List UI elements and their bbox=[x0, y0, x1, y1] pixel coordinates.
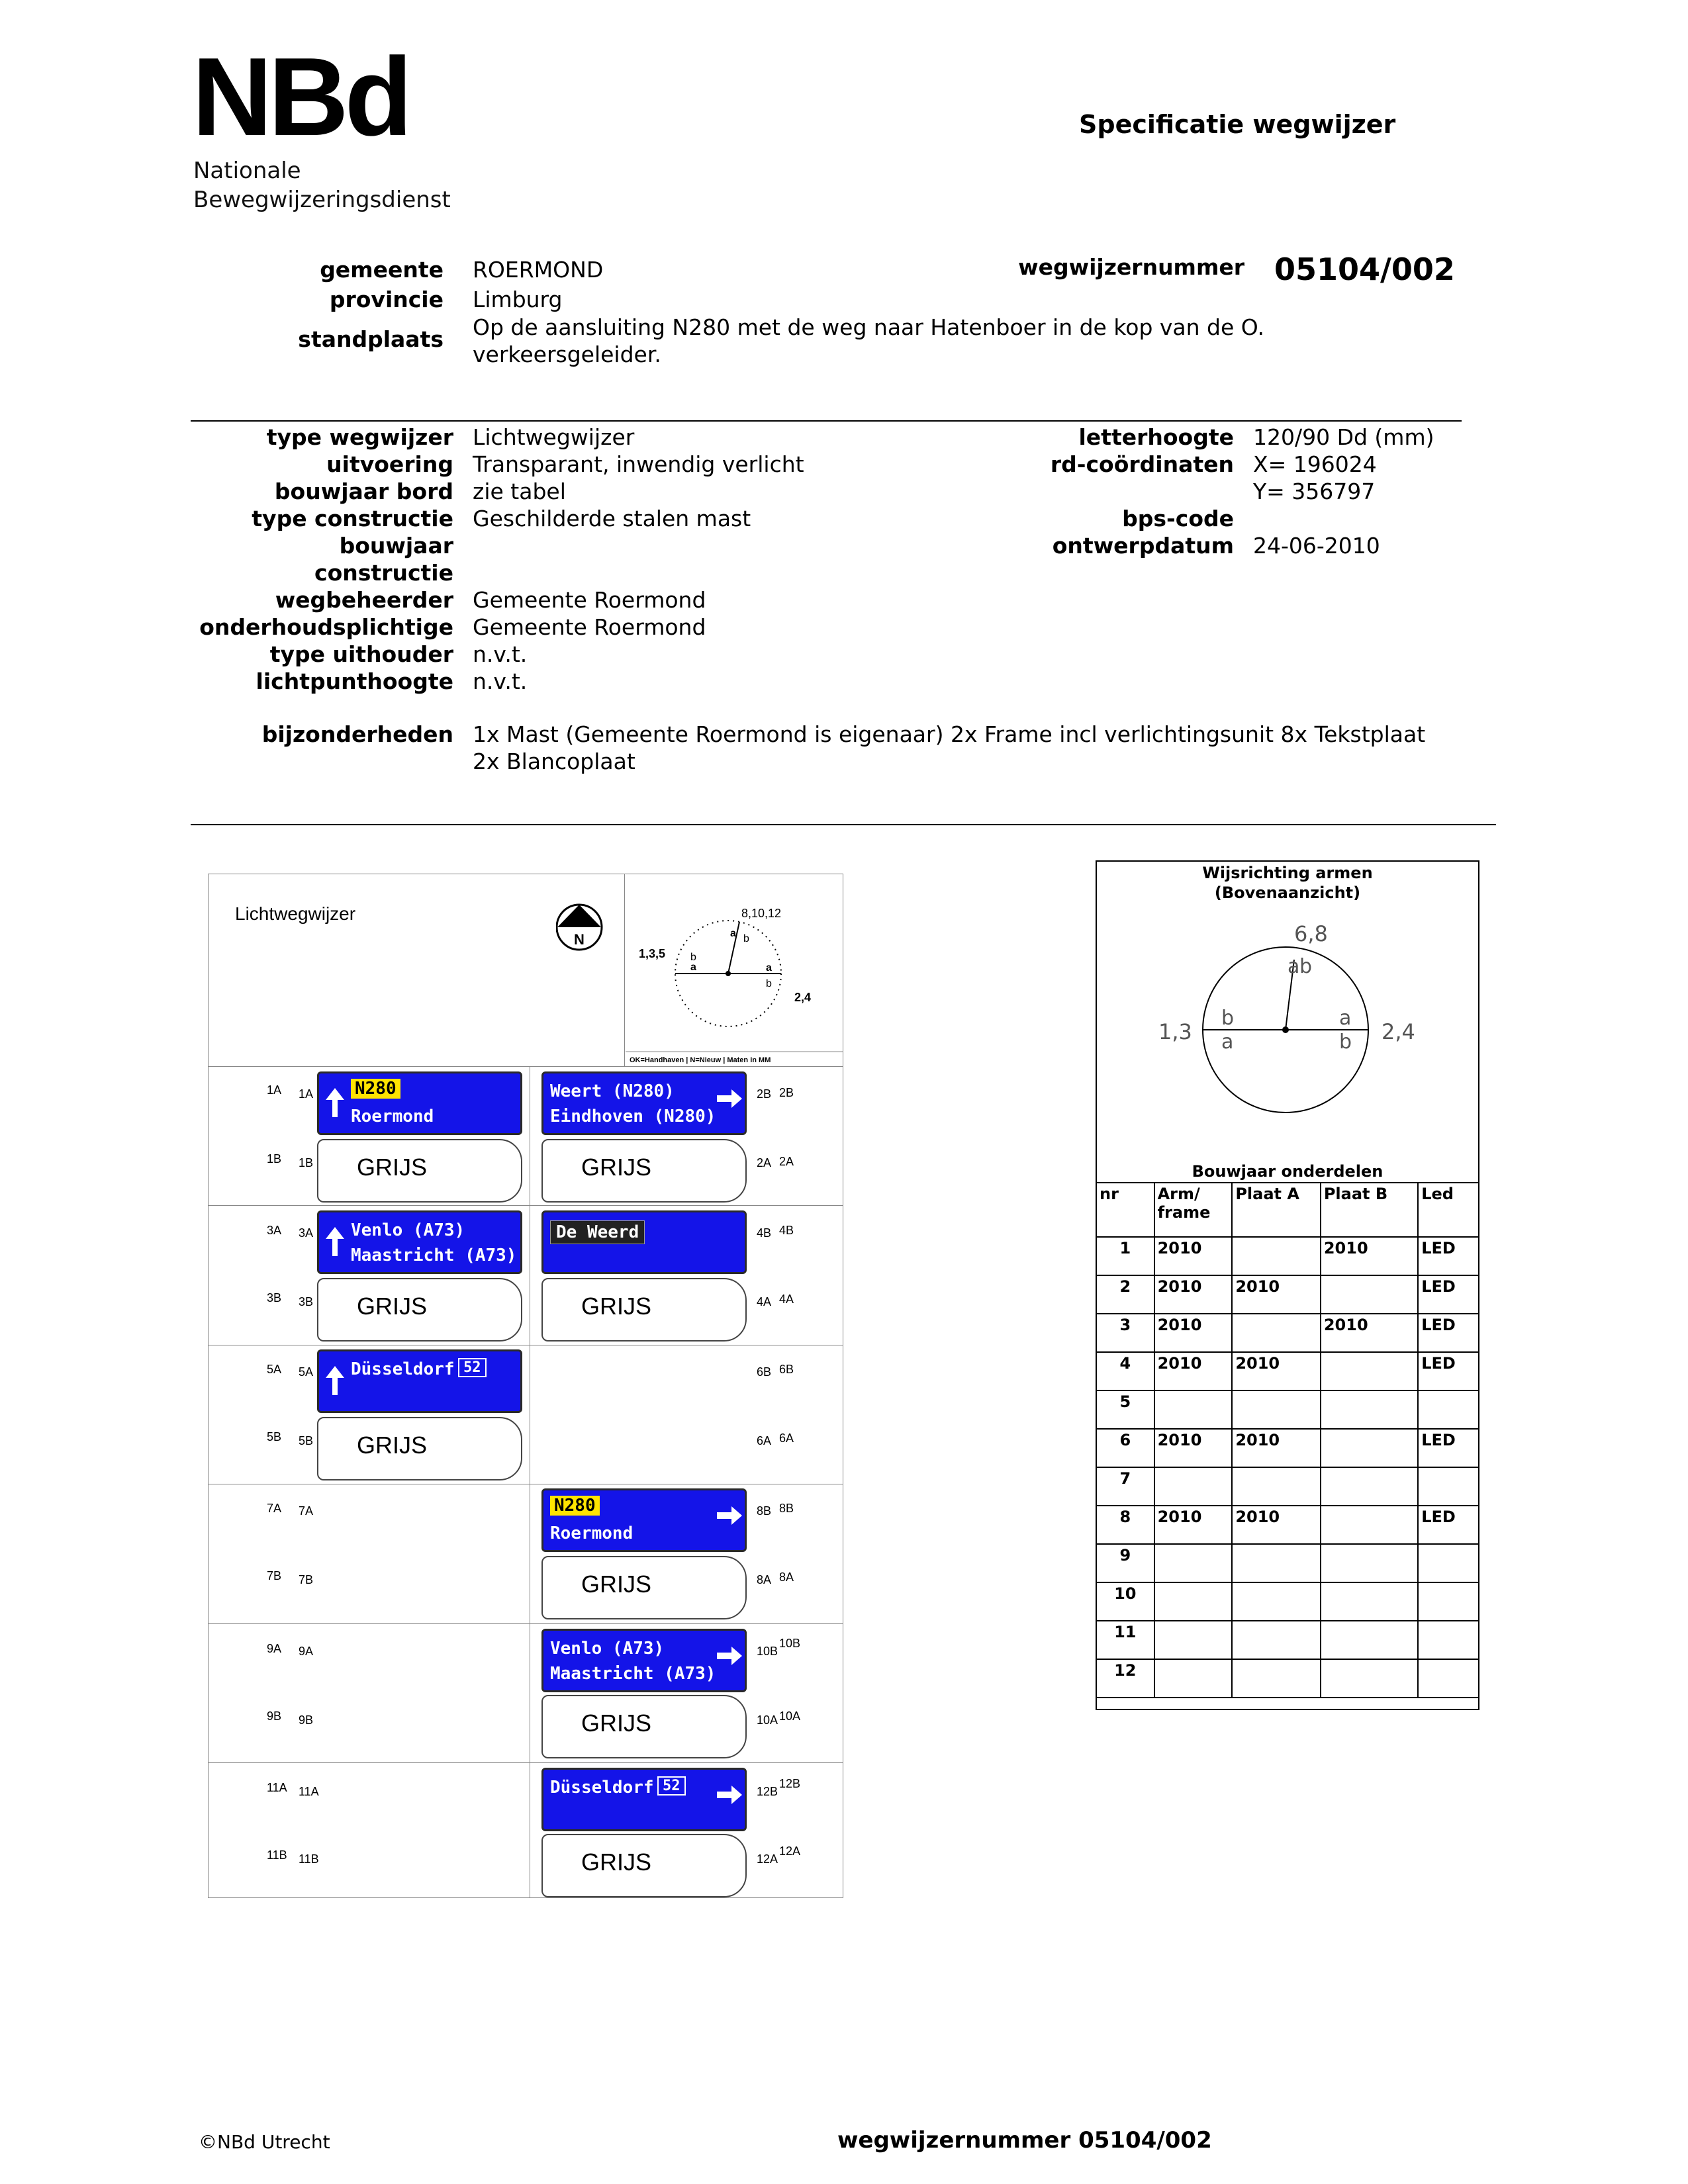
bouwjaar-table bbox=[1096, 1182, 1479, 1698]
table-cell: LED bbox=[1418, 1506, 1479, 1544]
sign-2b bbox=[541, 1071, 747, 1135]
plate-label: 10B bbox=[757, 1645, 778, 1658]
table-cell bbox=[1321, 1544, 1418, 1582]
compass-label: a bbox=[730, 928, 736, 939]
table-cell: 1 bbox=[1096, 1237, 1154, 1275]
compass-label: a bbox=[690, 962, 696, 973]
plate-label: 9B bbox=[267, 1709, 282, 1723]
divider-bottom bbox=[191, 824, 1496, 825]
table-cell bbox=[1154, 1467, 1233, 1506]
table-cell bbox=[1418, 1621, 1479, 1659]
table-cell: 2 bbox=[1096, 1275, 1154, 1314]
spec-value: 24-06-2010 bbox=[1253, 533, 1380, 559]
table-cell: 10 bbox=[1096, 1582, 1154, 1621]
table-cell: 2010 bbox=[1154, 1352, 1233, 1390]
plate-label: 9A bbox=[267, 1642, 282, 1655]
spec-label: wegbeheerder bbox=[275, 587, 453, 613]
plate-label: 8B bbox=[779, 1502, 794, 1515]
grijs-label: GRIJS bbox=[581, 1709, 652, 1737]
table-cell bbox=[1232, 1659, 1321, 1698]
plate-label: 2B bbox=[779, 1086, 794, 1099]
table-cell bbox=[1232, 1314, 1321, 1352]
table-row bbox=[1096, 1390, 1479, 1429]
arrow-right-icon bbox=[717, 1506, 742, 1525]
sign-drawing bbox=[208, 874, 843, 1898]
table-cell bbox=[1154, 1659, 1233, 1698]
plate-label: 9B bbox=[299, 1713, 314, 1727]
bijzonderheden-value-2: 2x Blancoplaat bbox=[473, 749, 635, 774]
spec-label: uitvoering bbox=[326, 451, 453, 477]
table-cell: 11 bbox=[1096, 1621, 1154, 1659]
divider-top bbox=[191, 420, 1462, 422]
arrow-right-icon bbox=[717, 1786, 742, 1804]
plate-label: 11B bbox=[299, 1852, 319, 1866]
spec-value: 120/90 Dd (mm) bbox=[1253, 424, 1434, 450]
blank-plate-4a bbox=[541, 1278, 747, 1342]
sign-text: Weert (N280) bbox=[550, 1081, 675, 1101]
table-cell: LED bbox=[1418, 1314, 1479, 1352]
table-cell: 5 bbox=[1096, 1390, 1154, 1429]
plate-label: 12A bbox=[757, 1852, 778, 1866]
spec-value: Lichtwegwijzer bbox=[473, 424, 635, 450]
arms-title-line-2: (Bovenaanzicht) bbox=[1214, 884, 1361, 902]
compass-label: b bbox=[766, 978, 772, 989]
arms-title-line-1: Wijsrichting armen bbox=[1202, 864, 1373, 882]
spec-label: type uithouder bbox=[269, 641, 453, 667]
sign-10b bbox=[541, 1629, 747, 1692]
table-cell bbox=[1321, 1352, 1418, 1390]
blank-plate-1b bbox=[317, 1139, 522, 1203]
table-cell: LED bbox=[1418, 1275, 1479, 1314]
compass-label: 8,10,12 bbox=[741, 907, 782, 920]
standplaats-value-2: verkeersgeleider. bbox=[473, 341, 661, 367]
table-cell bbox=[1154, 1621, 1233, 1659]
arms-label-left: 1,3 bbox=[1158, 1019, 1192, 1044]
table-cell bbox=[1232, 1237, 1321, 1275]
table-cell bbox=[1321, 1582, 1418, 1621]
plate-label: 1B bbox=[299, 1156, 314, 1169]
plate-label: 10A bbox=[779, 1709, 801, 1723]
arms-ab-label: b bbox=[1339, 1030, 1352, 1054]
sign-3a bbox=[317, 1210, 522, 1274]
plate-label: 12B bbox=[757, 1785, 778, 1798]
arms-ab-label: a bbox=[1288, 955, 1300, 978]
sign-text: De Weerd bbox=[550, 1220, 645, 1244]
arms-label-top: 6,8 bbox=[1294, 921, 1328, 946]
table-row bbox=[1096, 1352, 1479, 1390]
spec-value: Gemeente Roermond bbox=[473, 587, 706, 613]
table-cell: 2010 bbox=[1232, 1506, 1321, 1544]
arms-ab-label: b bbox=[1299, 955, 1313, 978]
table-cell bbox=[1232, 1582, 1321, 1621]
table-row bbox=[1096, 1314, 1479, 1352]
plate-label: 8A bbox=[757, 1573, 772, 1586]
sign-text: Maastricht (A73) bbox=[550, 1664, 716, 1684]
spec-label: type constructie bbox=[252, 506, 453, 531]
column-header: Plaat B bbox=[1321, 1183, 1418, 1237]
grijs-label: GRIJS bbox=[581, 1293, 652, 1320]
grijs-label: GRIJS bbox=[581, 1570, 652, 1598]
spec-label: type wegwijzer bbox=[266, 424, 453, 450]
footer-number: wegwijzernummer 05104/002 bbox=[837, 2127, 1212, 2154]
plate-label: 3A bbox=[267, 1224, 282, 1237]
spec-value: n.v.t. bbox=[473, 641, 528, 667]
table-cell bbox=[1321, 1390, 1418, 1429]
plate-label: 7B bbox=[299, 1573, 314, 1586]
plate-label: 7A bbox=[299, 1504, 314, 1518]
spec-label: onderhoudsplichtige bbox=[199, 614, 453, 640]
specs-left-values bbox=[473, 424, 1002, 695]
sign-text: Düsseldorf bbox=[550, 1778, 654, 1797]
sign-1a bbox=[317, 1071, 522, 1135]
sign-text: Venlo (A73) bbox=[550, 1639, 665, 1659]
table-cell: 9 bbox=[1096, 1544, 1154, 1582]
plate-label: 10A bbox=[757, 1713, 778, 1727]
compass-label: 2,4 bbox=[794, 991, 812, 1004]
column-header: Led bbox=[1418, 1183, 1479, 1237]
table-cell: 2010 bbox=[1154, 1429, 1233, 1467]
plate-label: 6B bbox=[757, 1365, 772, 1379]
spec-label: bouwjaar bbox=[339, 533, 453, 559]
table-cell: 2010 bbox=[1232, 1429, 1321, 1467]
table-cell bbox=[1321, 1429, 1418, 1467]
plate-label: 4A bbox=[757, 1295, 772, 1308]
footer-copyright: ©NBd Utrecht bbox=[199, 2131, 330, 2153]
table-cell bbox=[1321, 1275, 1418, 1314]
blank-plate-10a bbox=[541, 1695, 747, 1758]
table-row bbox=[1096, 1237, 1479, 1275]
specs-right-labels bbox=[980, 424, 1234, 559]
spec-value bbox=[473, 532, 1002, 559]
sign-12b bbox=[541, 1768, 747, 1831]
spec-label: bps-code bbox=[1122, 506, 1234, 531]
plate-label: 11A bbox=[299, 1785, 319, 1798]
grid-line bbox=[209, 1623, 843, 1624]
table-cell: 2010 bbox=[1154, 1506, 1233, 1544]
arms-ab-label: b bbox=[1221, 1007, 1235, 1030]
arrow-right-icon bbox=[717, 1647, 742, 1665]
table-cell bbox=[1321, 1467, 1418, 1506]
table-cell: 2010 bbox=[1154, 1237, 1233, 1275]
plate-label: 10B bbox=[779, 1637, 801, 1650]
arms-diagram bbox=[1096, 913, 1479, 1125]
table-cell bbox=[1418, 1467, 1479, 1506]
table-cell bbox=[1418, 1390, 1479, 1429]
plate-label: 4B bbox=[779, 1224, 794, 1237]
standplaats-label: standplaats bbox=[298, 326, 444, 352]
table-cell bbox=[1418, 1544, 1479, 1582]
sign-text: Eindhoven (N280) bbox=[550, 1107, 716, 1126]
column-header: Arm/ frame bbox=[1154, 1183, 1233, 1237]
bijzonderheden-label: bijzonderheden bbox=[261, 721, 453, 747]
plate-label: 7A bbox=[267, 1502, 282, 1515]
exit-number: 52 bbox=[458, 1358, 487, 1377]
plate-label: 6A bbox=[757, 1434, 772, 1447]
blank-plate-8a bbox=[541, 1556, 747, 1619]
spec-value: Gemeente Roermond bbox=[473, 614, 706, 640]
column-header: Plaat A bbox=[1232, 1183, 1321, 1237]
spec-label: lichtpunthoogte bbox=[256, 668, 453, 694]
provincie-value: Limburg bbox=[473, 287, 563, 312]
sign-4b bbox=[541, 1210, 747, 1274]
plate-label: 1A bbox=[299, 1087, 314, 1101]
table-row bbox=[1096, 1275, 1479, 1314]
plate-label: 3A bbox=[299, 1226, 314, 1240]
plate-label: 12B bbox=[779, 1777, 801, 1790]
table-cell: 2010 bbox=[1232, 1352, 1321, 1390]
table-cell: 2010 bbox=[1232, 1275, 1321, 1314]
plate-label: 3B bbox=[267, 1291, 282, 1304]
spec-label: ontwerpdatum bbox=[1052, 533, 1234, 559]
plate-label: 5B bbox=[267, 1430, 282, 1443]
column-header: nr bbox=[1096, 1183, 1154, 1237]
table-row bbox=[1096, 1544, 1479, 1582]
plate-label: 2A bbox=[779, 1155, 794, 1168]
table-cell: LED bbox=[1418, 1429, 1479, 1467]
plate-label: 7B bbox=[267, 1569, 282, 1582]
table-row bbox=[1096, 1429, 1479, 1467]
plate-label: 5A bbox=[267, 1363, 282, 1376]
route-badge: N280 bbox=[550, 1496, 600, 1516]
table-cell: 2010 bbox=[1154, 1314, 1233, 1352]
table-cell bbox=[1321, 1621, 1418, 1659]
sign-text: Düsseldorf bbox=[351, 1359, 455, 1379]
spec-value: zie tabel bbox=[473, 478, 566, 504]
drawing-title: Lichtwegwijzer bbox=[235, 903, 356, 924]
table-cell: 7 bbox=[1096, 1467, 1154, 1506]
plate-label: 6B bbox=[779, 1363, 794, 1376]
table-cell bbox=[1418, 1582, 1479, 1621]
compass-label: b bbox=[690, 952, 696, 963]
exit-number: 52 bbox=[657, 1776, 686, 1796]
grijs-label: GRIJS bbox=[357, 1154, 428, 1181]
spec-value: Geschilderde stalen mast bbox=[473, 506, 751, 531]
spec-value: n.v.t. bbox=[473, 668, 528, 694]
specs-left-labels bbox=[159, 424, 453, 695]
plate-label: 11B bbox=[267, 1848, 287, 1862]
table-cell: LED bbox=[1418, 1352, 1479, 1390]
table-row bbox=[1096, 1467, 1479, 1506]
table-cell bbox=[1321, 1506, 1418, 1544]
bijzonderheden-value-1: 1x Mast (Gemeente Roermond is eigenaar) 2x Frame incl verlichtingsunit 8x Tekstplaat bbox=[473, 721, 1426, 747]
compass-diagram bbox=[626, 887, 843, 1066]
spec-value: Y= 356797 bbox=[1253, 478, 1376, 504]
table-cell: 2010 bbox=[1321, 1237, 1418, 1275]
standplaats-value-1: Op de aansluiting N280 met de weg naar Hatenboer in de kop van de O. bbox=[473, 314, 1264, 340]
compass-label: a bbox=[766, 962, 772, 974]
table-cell bbox=[1232, 1390, 1321, 1429]
plate-label: 8A bbox=[779, 1570, 794, 1584]
sign-text: Roermond bbox=[351, 1107, 434, 1126]
plate-label: 6A bbox=[779, 1432, 794, 1445]
logo-subtitle-line-1: Nationale bbox=[193, 158, 301, 184]
arrow-up-icon bbox=[326, 1088, 344, 1117]
plate-label: 11A bbox=[267, 1781, 287, 1794]
blank-plate-5b bbox=[317, 1417, 522, 1480]
table-header-row bbox=[1096, 1183, 1479, 1237]
logo-subtitle-line-2: Bewegwijzeringsdienst bbox=[193, 187, 451, 213]
specs-right-values bbox=[1253, 424, 1472, 559]
grid-line bbox=[209, 1762, 843, 1763]
north-label: N bbox=[574, 931, 585, 948]
arms-ab-label: a bbox=[1221, 1030, 1234, 1054]
blank-plate-2a bbox=[541, 1139, 747, 1203]
grijs-label: GRIJS bbox=[357, 1293, 428, 1320]
table-cell bbox=[1321, 1659, 1418, 1698]
gemeente-value: ROERMOND bbox=[473, 257, 604, 283]
grid-line bbox=[209, 1205, 843, 1206]
nbd-logo: NBd bbox=[192, 34, 409, 159]
plate-label: 3B bbox=[299, 1295, 314, 1308]
plate-label: 8B bbox=[757, 1504, 772, 1518]
table-cell: 4 bbox=[1096, 1352, 1154, 1390]
table-row bbox=[1096, 1506, 1479, 1544]
plate-label: 4A bbox=[779, 1293, 794, 1306]
plate-label: 1B bbox=[267, 1152, 282, 1165]
grijs-label: GRIJS bbox=[357, 1432, 428, 1459]
sign-5a bbox=[317, 1349, 522, 1413]
arrow-up-icon bbox=[326, 1227, 344, 1256]
bouwjaar-title: Bouwjaar onderdelen bbox=[1192, 1162, 1383, 1181]
plate-label: 2A bbox=[757, 1156, 772, 1169]
document-title: Specificatie wegwijzer bbox=[1079, 110, 1396, 139]
plate-label: 1A bbox=[267, 1083, 282, 1097]
drawing-legend: OK=Handhaven | N=Nieuw | Maten in MM bbox=[630, 1056, 771, 1064]
table-row bbox=[1096, 1659, 1479, 1698]
table-cell: 2010 bbox=[1154, 1275, 1233, 1314]
table-cell bbox=[1232, 1467, 1321, 1506]
table-row bbox=[1096, 1582, 1479, 1621]
sign-text: Roermond bbox=[550, 1524, 633, 1543]
spec-label: constructie bbox=[314, 560, 453, 586]
table-cell bbox=[1232, 1621, 1321, 1659]
route-badge: N280 bbox=[351, 1079, 400, 1099]
wegwijzernummer-value: 05104/002 bbox=[1274, 251, 1455, 287]
compass-label: 1,3,5 bbox=[639, 947, 666, 960]
table-cell bbox=[1232, 1544, 1321, 1582]
plate-label: 9A bbox=[299, 1645, 314, 1658]
table-cell bbox=[1418, 1659, 1479, 1698]
spec-label: rd-coördinaten bbox=[1050, 451, 1234, 477]
arms-label-right: 2,4 bbox=[1382, 1019, 1415, 1044]
table-cell: 2010 bbox=[1321, 1314, 1418, 1352]
arrow-right-icon bbox=[717, 1089, 742, 1108]
table-cell: 6 bbox=[1096, 1429, 1154, 1467]
spec-value: X= 196024 bbox=[1253, 451, 1377, 477]
arms-ab-label: a bbox=[1339, 1007, 1352, 1030]
table-cell bbox=[1154, 1390, 1233, 1429]
grijs-label: GRIJS bbox=[581, 1154, 652, 1181]
arms-title bbox=[1096, 863, 1479, 903]
plate-label: 2B bbox=[757, 1087, 772, 1101]
gemeente-label: gemeente bbox=[320, 257, 444, 283]
sign-text: Maastricht (A73) bbox=[351, 1246, 517, 1265]
sign-text: Venlo (A73) bbox=[351, 1220, 465, 1240]
arrow-up-icon bbox=[326, 1366, 344, 1395]
spec-label: letterhoogte bbox=[1078, 424, 1234, 450]
blank-plate-12a bbox=[541, 1834, 747, 1897]
plate-label: 4B bbox=[757, 1226, 772, 1240]
wegwijzernummer-label: wegwijzernummer bbox=[1018, 254, 1244, 280]
spec-value bbox=[473, 559, 1002, 586]
spec-label: bouwjaar bord bbox=[274, 478, 453, 504]
plate-label: 5A bbox=[299, 1365, 314, 1379]
plate-label: 12A bbox=[779, 1844, 801, 1858]
blank-plate-3b bbox=[317, 1278, 522, 1342]
table-cell bbox=[1154, 1582, 1233, 1621]
table-row bbox=[1096, 1621, 1479, 1659]
table-cell: LED bbox=[1418, 1237, 1479, 1275]
grid-line bbox=[624, 874, 625, 1066]
grijs-label: GRIJS bbox=[581, 1848, 652, 1876]
spec-value bbox=[1253, 505, 1472, 532]
table-cell: 8 bbox=[1096, 1506, 1154, 1544]
table-cell bbox=[1154, 1544, 1233, 1582]
spec-label bbox=[980, 478, 1234, 505]
north-arrow-icon bbox=[556, 901, 609, 960]
plate-label: 5B bbox=[299, 1434, 314, 1447]
compass-label: b bbox=[743, 933, 749, 944]
provincie-label: provincie bbox=[329, 287, 444, 312]
grid-line bbox=[209, 1066, 843, 1067]
spec-value: Transparant, inwendig verlicht bbox=[473, 451, 804, 477]
table-cell: 12 bbox=[1096, 1659, 1154, 1698]
table-cell: 3 bbox=[1096, 1314, 1154, 1352]
sign-8b bbox=[541, 1488, 747, 1552]
logo-subtitle bbox=[193, 156, 451, 214]
